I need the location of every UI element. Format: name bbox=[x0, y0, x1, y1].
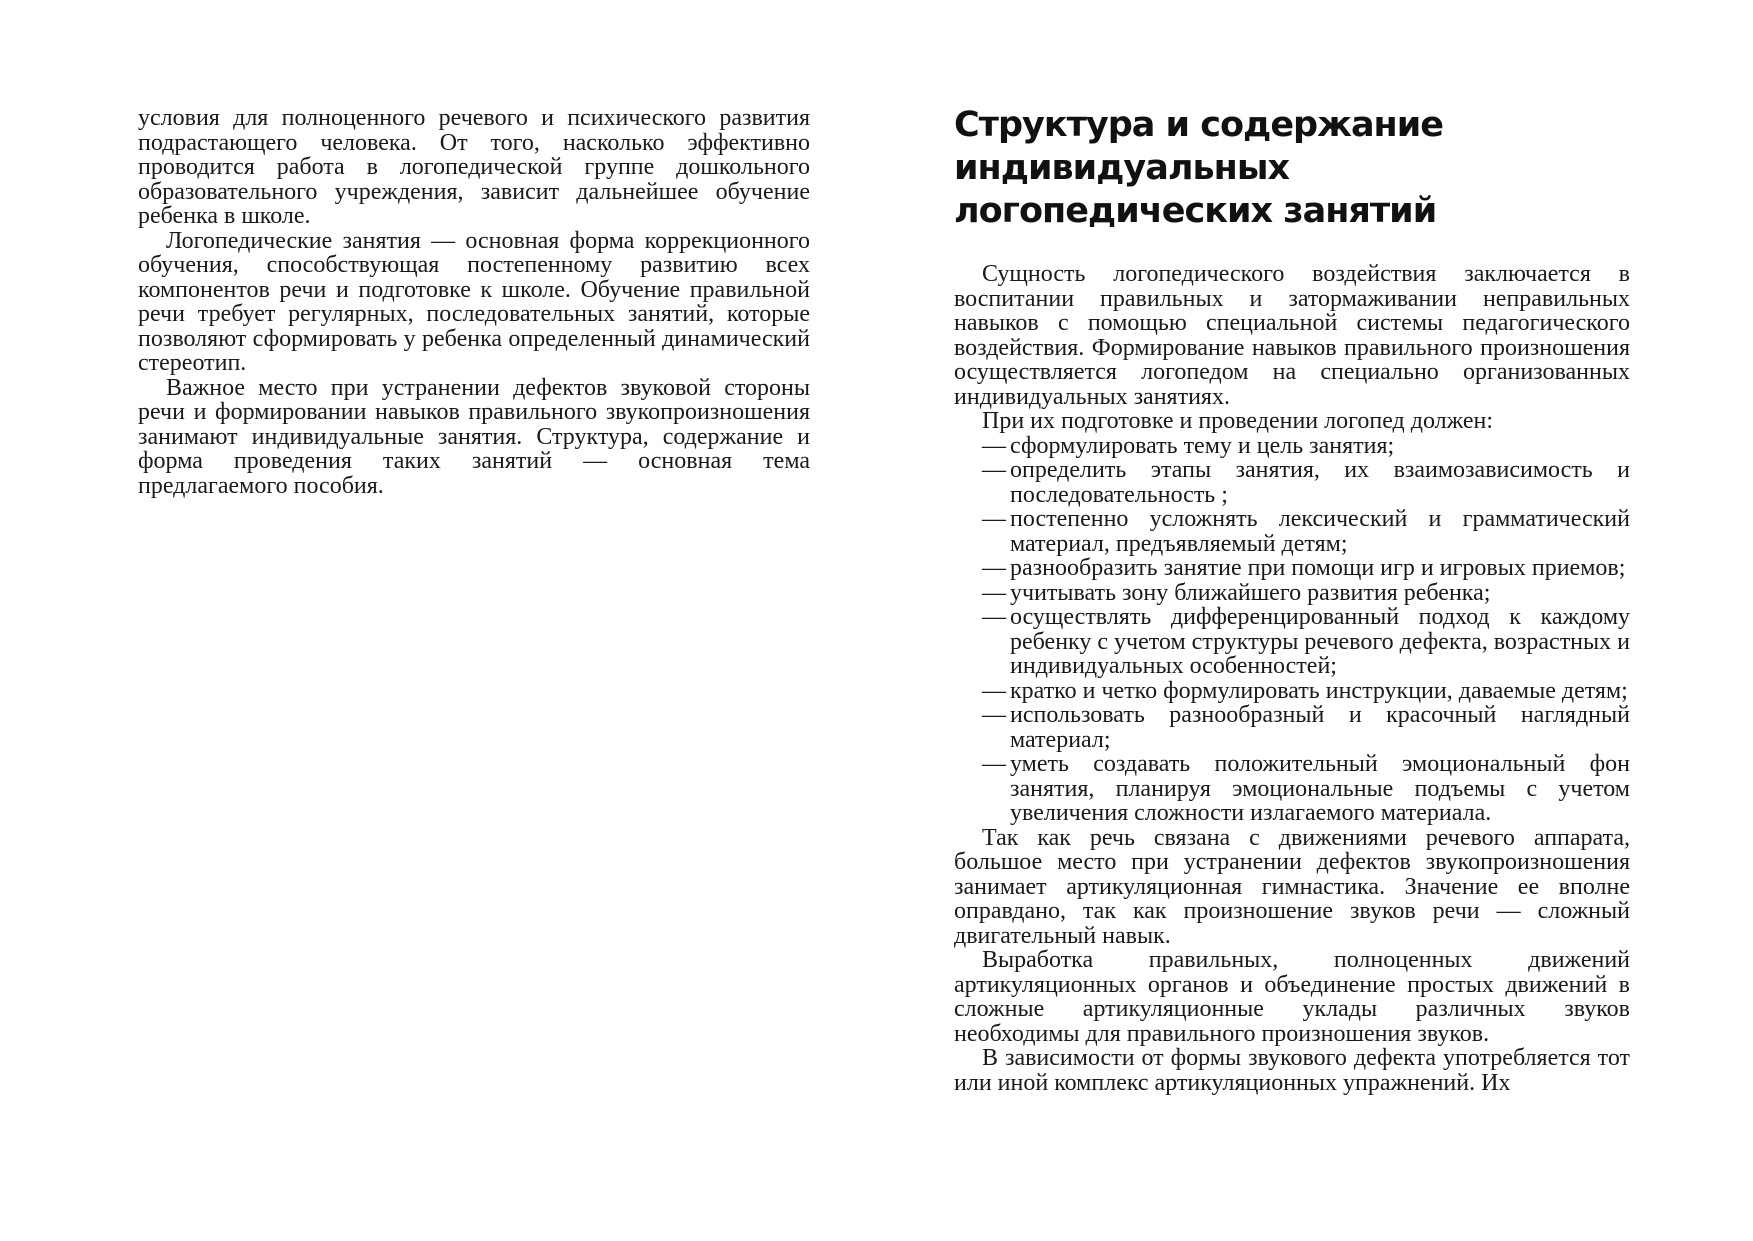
list-item bbox=[954, 752, 1630, 826]
intro-paragraph: Сущность логопедического воздействия заключается в воспитании правильных и затормаживании неправильных навыков с помощью специальной системы педагогического воздействия. Формирование навыков правильного произношения осуществляется логопедом на специально организованных индивидуальных занятиях. bbox=[954, 261, 1630, 410]
dash-bullet: — bbox=[982, 555, 1006, 581]
list-item bbox=[954, 581, 1630, 606]
list-lead-in: При их подготовке и проведении логопед должен: bbox=[982, 408, 1494, 434]
list-item-text: осуществлять дифференцированный подход к каждому ребенку с учетом структуры речевого дефекта, возрастных и индивидуальных особенностей; bbox=[1010, 604, 1630, 679]
list-item bbox=[954, 434, 1630, 459]
dash-bullet: — bbox=[982, 677, 1006, 704]
dash-bullet: — bbox=[982, 506, 1006, 532]
list-item-text: кратко и четко формулировать инструкции, даваемые детям; bbox=[1010, 677, 1628, 704]
list-item bbox=[954, 556, 1630, 581]
list-item-text: сформулировать тему и цель занятия; bbox=[1010, 432, 1395, 459]
dash-bullet: — bbox=[982, 702, 1006, 728]
dash-bullet: — bbox=[982, 604, 1006, 630]
section-heading bbox=[954, 104, 1630, 233]
list-item-text: учитывать зону ближайшего развития ребенка; bbox=[1010, 579, 1491, 606]
dash-bullet: — bbox=[982, 579, 1006, 606]
list-item-text: использовать разнообразный и красочный наглядный материал; bbox=[1010, 702, 1630, 753]
list-item-text: разнообразить занятие при помощи игр и игровых приемов; bbox=[1010, 555, 1626, 581]
list-item bbox=[954, 605, 1630, 679]
section-heading-line-3: логопедических занятий bbox=[954, 191, 1437, 231]
list-item bbox=[954, 507, 1630, 556]
list-item bbox=[954, 703, 1630, 752]
list-item bbox=[954, 679, 1630, 704]
right-page bbox=[876, 0, 1753, 1241]
left-page-text-column bbox=[138, 106, 810, 498]
list-item-text: постепенно усложнять лексический и грамматический материал, предъявляемый детям; bbox=[1010, 506, 1630, 557]
left-paragraph-1: условия для полноценного речевого и психического развития подрастающего человека. От того, насколько эффективно проводится работа в логопедической группе дошкольного образовательного учреждения, зависит дальнейшее обучение ребенка в школе. bbox=[138, 105, 810, 229]
closing-paragraph-1: Так как речь связана с движениями речевого аппарата, большое место при устранении дефектов звукопроизношения занимает артикуляционная гимнастика. Значение ее вполне оправдано, так как произношение звуков речи — сложный двигательный навык. bbox=[954, 824, 1630, 949]
closing-paragraph-3: В зависимости от формы звукового дефекта употребляется тот или иной комплекс артикуляционных упражнений. Их bbox=[954, 1045, 1630, 1096]
list-item bbox=[954, 458, 1630, 507]
dash-bullet: — bbox=[982, 457, 1006, 483]
section-heading-line-1: Структура и содержание bbox=[954, 105, 1444, 145]
section-heading-line-2: индивидуальных bbox=[954, 148, 1290, 188]
dash-bullet: — bbox=[982, 432, 1006, 459]
left-page bbox=[0, 0, 876, 1241]
left-paragraph-3: Важное место при устранении дефектов звуковой стороны речи и формировании навыков правильного звукопроизношения занимают индивидуальные занятия. Структура, содержание и форма проведения таких занятий — основная тема предлагаемого пособия. bbox=[138, 374, 810, 499]
closing-paragraph-2: Выработка правильных, полноценных движений артикуляционных органов и объединение простых движений в сложные артикуляционные уклады различных звуков необходимы для правильного произношения звуков. bbox=[954, 947, 1630, 1047]
right-page-text-column bbox=[954, 262, 1630, 1095]
dash-bullet: — bbox=[982, 751, 1006, 777]
list-item-text: определить этапы занятия, их взаимозависимость и последовательность ; bbox=[1010, 457, 1630, 508]
left-paragraph-2: Логопедические занятия — основная форма коррекционного обучения, способствующая постепенному развитию всех компонентов речи и подготовке к школе. Обучение правильной речи требует регулярных, последовательных занятий, которые позволяют сформировать у ребенка определенный динамический стереотип. bbox=[138, 227, 810, 376]
list-item-text: уметь создавать положительный эмоциональный фон занятия, планируя эмоциональные подъемы с учетом увеличения сложности излагаемого материала. bbox=[1010, 751, 1630, 826]
requirements-list bbox=[954, 434, 1630, 826]
